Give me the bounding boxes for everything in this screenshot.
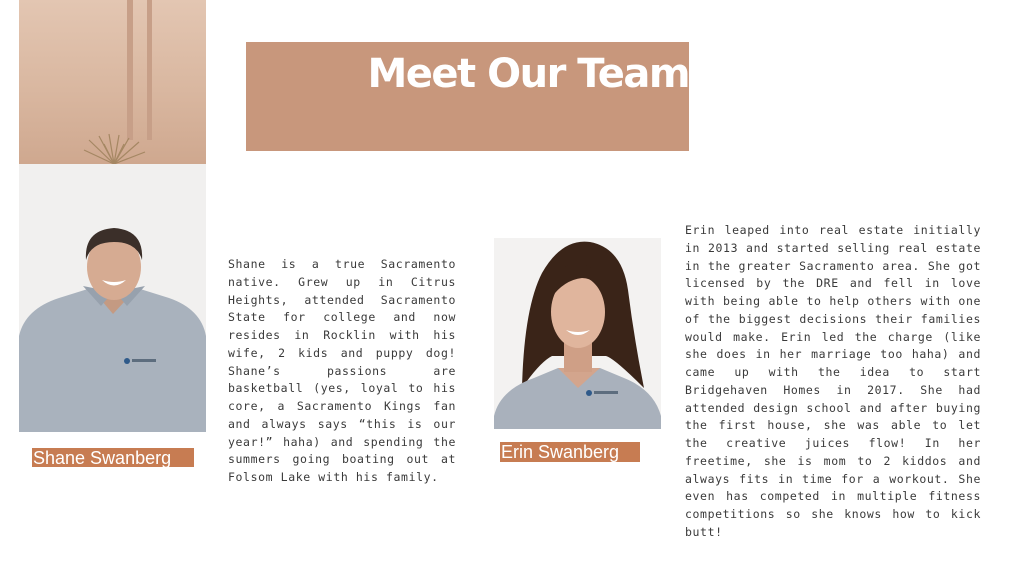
window-frame-shape: [127, 0, 133, 140]
team-photo-shane: [19, 164, 206, 432]
window-frame-shape: [147, 0, 152, 140]
page-title: Meet Our Team: [367, 51, 689, 97]
title-banner: [246, 42, 689, 151]
bio-text-shane: Shane is a true Sacramento native. Grew up in Citrus Heights, attended Sacramento State for college and now resides in Rocklin with his wife, 2 kids and puppy dog! Shane’s passions are basketball (yes, loyal to his core, a Sacramento Kings fan and always says “this is our year!” haha) and spending the summers going boating out at Folsom Lake with his family.: [228, 257, 456, 484]
person-portrait-icon: [19, 164, 206, 432]
person-portrait-icon: [494, 238, 661, 429]
name-label-shane: Shane Swanberg: [32, 448, 194, 467]
bio-text-erin: Erin leaped into real estate initially in 2013 and started selling real estate in the greater Sacramento area. She got licensed by the DRE and fell in love with being able to help others with one of the biggest decisions their families would make. Erin led the charge (like she does in her marriage too haha) and came up with the idea to start Bridgehaven Homes in 2017. She had attended design school and after buying the first house, she was able to let the creative juices flow! In her freetime, she is mom to 2 kiddos and always fits in time for a workout. She even has competed in multiple fitness competitions so she knows how to kick butt!: [685, 223, 981, 539]
team-photo-erin: [494, 238, 661, 429]
plant-icon: [79, 132, 149, 164]
name-label-erin: Erin Swanberg: [500, 442, 640, 462]
decor-photo-interior: [19, 0, 206, 164]
